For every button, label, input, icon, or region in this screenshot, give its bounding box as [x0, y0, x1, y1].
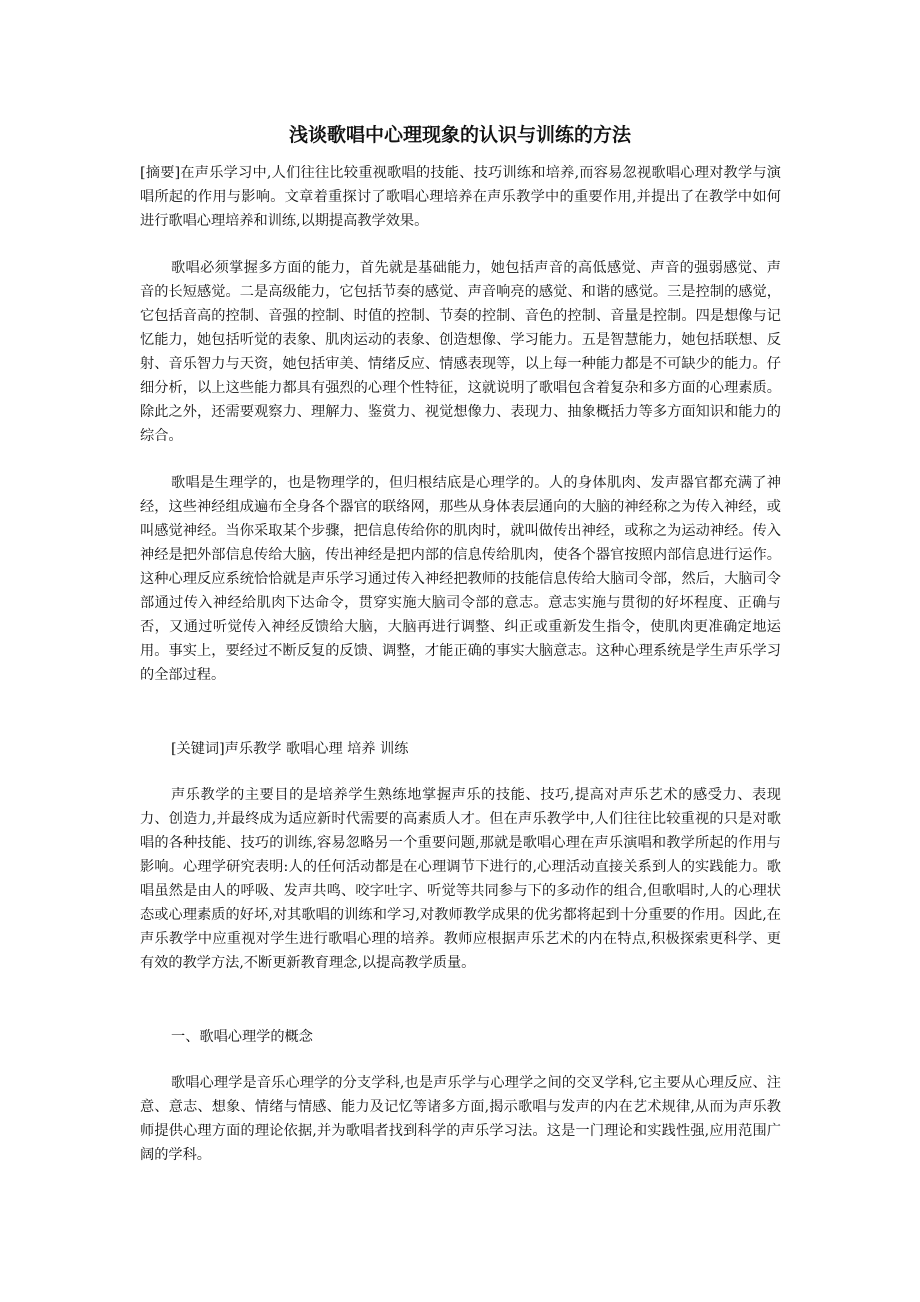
section-heading-concept: 一、歌唱心理学的概念	[171, 1029, 313, 1045]
keywords-line: [关键词]声乐教学 歌唱心理 培养 训练	[171, 741, 409, 757]
body-paragraph-teaching: 声乐教学的主要目的是培养学生熟练地掌握声乐的技能、技巧,提高对声乐艺术的感受力、表现力、创造力,并最终成为适应新时代需要的高素质人才。但在声乐教学中,人们往往比较重视的只是对歌唱的各种技能、技巧的训练,容易忽略另一个重要问题,那就是歌唱心理在声乐演唱和教学所起的作用与影响。心理学研究表明:人的任何活动都是在心理调节下进行的,心理活动直接关系到人的实践能力。歌唱虽然是由人的呼吸、发声共鸣、咬字吐字、听觉等共同参与下的多动作的组合,但歌唱时,人的心理状态或心理素质的好坏,对其歌唱的训练和学习,对教师教学成果的优劣都将起到十分重要的作用。因此,在声乐教学中应重视对学生进行歌唱心理的培养。教师应根据声乐艺术的内在特点,积极探索更科学、更有效的教学方法,不断更新教育理念,以提高教学质量。	[140, 787, 781, 971]
abstract-paragraph: [摘要]在声乐学习中,人们往往比较重视歌唱的技能、技巧训练和培养,而容易忽视歌唱心理对教学与演唱所起的作用与影响。文章着重探讨了歌唱心理培养在声乐教学中的重要作用,并提出了在教学中如何进行歌唱心理培养和训练,以期提高教学效果。	[140, 165, 781, 229]
body-paragraph-abilities: 歌唱必须掌握多方面的能力，首先就是基础能力，她包括声音的高低感觉、声音的强弱感觉、声音的长短感觉。二是高级能力，它包括节奏的感觉、声音响亮的感觉、和谐的感觉。三是控制的感觉，它包括音高的控制、音强的控制、时值的控制、节奏的控制、音色的控制、音量是控制。四是想像与记忆能力，她包括听觉的表象、肌肉运动的表象、创造想像、学习能力。五是智慧能力，她包括联想、反射、音乐智力与天资，她包括审美、情绪反应、情感表现等，以上每一种能力都是不可缺少的能力。仔细分析，以上这些能力都具有强烈的心理个性特征，这就说明了歌唱包含着复杂和多方面的心理素质。除此之外，还需要观察力、理解力、鉴赏力、视觉想像力、表现力、抽象概括力等多方面知识和能力的综合。	[140, 260, 781, 444]
body-paragraph-concept: 歌唱心理学是音乐心理学的分支学科,也是声乐学与心理学之间的交叉学科,它主要从心理反应、注意、意志、想象、情绪与情感、能力及记忆等诸多方面,揭示歌唱与发声的内在艺术规律,从而为声乐教师提供心理方面的理论依据,并为歌唱者找到科学的声乐学习法。这是一门理论和实践性强,应用范围广阔的学科。	[140, 1075, 781, 1163]
body-paragraph-psychology: 歌唱是生理学的，也是物理学的，但归根结底是心理学的。人的身体肌肉、发声器官都充满了神经，这些神经组成遍布全身各个器官的联络网，那些从身体表层通向的大脑的神经称之为传入神经，或叫感觉神经。当你采取某个步骤，把信息传给你的肌肉时，就叫做传出神经，或称之为运动神经。传入神经是把外部信息传给大脑，传出神经是把内部的信息传给肌肉，使各个器官按照内部信息进行运作。这种心理反应系统恰恰就是声乐学习通过传入神经把教师的技能信息传给大脑司令部，然后，大脑司令部通过传入神经给肌肉下达命令，贯穿实施大脑司令部的意志。意志实施与贯彻的好坏程度、正确与否，又通过听觉传入神经反馈给大脑，大脑再进行调整、纠正或重新发生指令，使肌肉更准确定地运用。事实上，要经过不断反复的反馈、调整，才能正确的事实大脑意志。这种心理系统是学生声乐学习的全部过程。	[140, 475, 781, 683]
document-title: 浅谈歌唱中心理现象的认识与训练的方法	[288, 124, 631, 146]
